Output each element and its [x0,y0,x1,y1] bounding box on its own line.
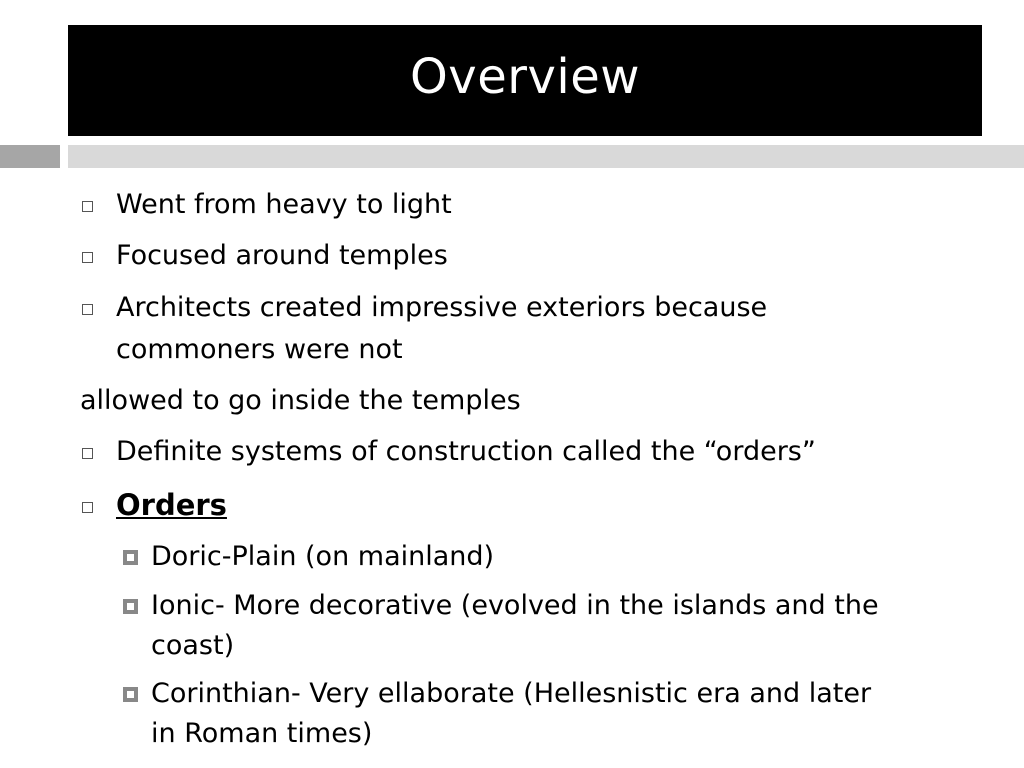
bullet-square-icon [82,252,93,263]
sub-bullet-square-icon [123,687,138,702]
sub-bullet-square-icon [123,550,138,565]
sub-bullet-text: Doric-Plain (on mainland) [151,541,495,572]
slide-title: Overview [410,48,640,105]
bullet-text: Focused around temples [116,240,448,271]
orders-heading: Orders [116,488,227,522]
bullet-text: Definite systems of construction called the “orders” [116,436,816,467]
sub-bullet-text-continuation: coast) [151,630,235,661]
paragraph-text: allowed to go inside the temples [80,385,521,416]
sub-bullet-text: Corinthian- Very ellaborate (Hellesnistic era and later [151,678,872,709]
title-bar [68,25,982,136]
bullet-square-icon [82,201,93,212]
bullet-text-continuation: commoners were not [116,334,403,365]
accent-bar-left [0,145,60,168]
bullet-text: Went from heavy to light [116,189,452,220]
bullet-square-icon [82,304,93,315]
sub-bullet-text-continuation: in Roman times) [151,718,373,749]
bullet-square-icon [82,502,93,513]
sub-bullet-square-icon [123,599,138,614]
bullet-text: Architects created impressive exteriors because [116,292,768,323]
sub-bullet-text: Ionic- More decorative (evolved in the islands and the [151,590,879,621]
accent-bar-right [68,145,1024,168]
bullet-square-icon [82,448,93,459]
